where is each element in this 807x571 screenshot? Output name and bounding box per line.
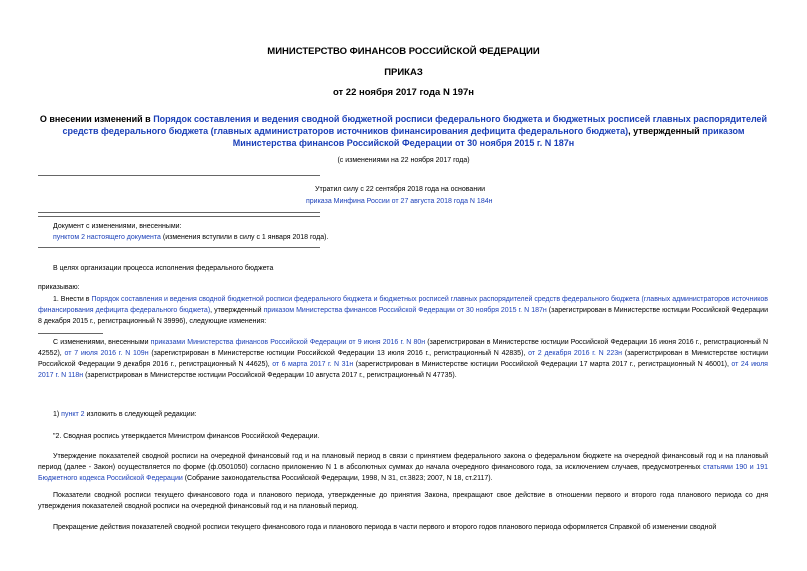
approval-paragraph <box>38 451 768 484</box>
intro-paragraph: В целях организации процесса исполнения федерального бюджета <box>53 265 274 272</box>
title-link-procedure-cont[interactable]: средств федерального бюджета (главных администраторов источников финансирования дефицита федерального бюджета) <box>62 126 629 136</box>
amendments-link[interactable]: пунктом 2 настоящего документа <box>53 234 161 241</box>
approval-text: Утверждение показателей сводной росписи на очередной финансовый год и на плановый период в связи с принятием федерального закона о федеральном бюджете на очередной финансовый год и на плановый период (далее - Закон) осуществляется по форме (ф.0501050) согласно приложению N 1 в абсолютных суммах до начала очередного финансового года, за исключением случаев, предусмотренных <box>38 453 768 471</box>
title-link-procedure[interactable]: Порядок составления и ведения сводной бюджетной росписи федерального бюджета и бюджетных росписей главных распорядителей <box>153 114 768 124</box>
subitem-1 <box>53 410 197 420</box>
document-title-line3 <box>0 137 807 149</box>
divider <box>38 212 320 213</box>
order-word: приказываю: <box>38 284 80 291</box>
termination-paragraph: Прекращение действия показателей сводной росписи текущего финансового года и планового периода в части первого и второго годов планового периода оформляется Справкой об изменении сводной <box>53 524 717 531</box>
subitem-1-text: 1) <box>53 411 62 418</box>
quote-paragraph: "2. Сводная роспись утверждается Министром финансов Российской Федерации. <box>53 433 320 440</box>
footnote <box>38 337 768 381</box>
ministry-name: МИНИСТЕРСТВО ФИНАНСОВ РОССИЙСКОЙ ФЕДЕРАЦИИ <box>267 46 540 57</box>
budget-code-link[interactable]: статьями 190 и 191 Бюджетного кодекса Российской Федерации <box>38 464 768 482</box>
footnote-link-109n[interactable]: от 7 июля 2016 г. N 109н <box>64 350 149 357</box>
title-link-order-cont[interactable]: Министерства финансов Российской Федерации от 30 ноября 2015 г. N 187н <box>232 138 575 148</box>
order-type: ПРИКАЗ <box>384 67 423 78</box>
document-title-line2 <box>0 125 807 137</box>
amendments-rest: (изменения вступили в силу с 1 января 2018 года). <box>160 234 329 241</box>
divider <box>38 216 320 217</box>
order-date: от 22 ноября 2017 года N 197н <box>332 87 475 98</box>
item-1 <box>38 294 768 327</box>
footnote-text: (зарегистрирован в Министерстве юстиции Российской Федерации 16 июня 2016 г., регистрационный N 42552), <box>38 339 769 357</box>
amendments-label: Документ с изменениями, внесенными: <box>53 223 182 230</box>
item-1-text: , следующие изменения: <box>185 318 267 325</box>
item-1-link-procedure[interactable]: Порядок составления и ведения сводной бюджетной росписи федерального бюджета и бюджетных росписей главных распорядителей средств федерального бюджета (главных администраторов источников финансирования дефицита федерального бюджета) <box>38 296 769 314</box>
item-1-link-order[interactable]: приказом Министерства финансов Российской Федерации от 30 ноября 2015 г. N 187н <box>263 307 547 314</box>
item-1-text: (зарегистрирован в Министерстве юстиции Российской Федерации 8 декабря 2015 г., регистрационный N 39996) <box>38 307 768 325</box>
footnote-link-31n[interactable]: от 6 марта 2017 г. N 31н <box>272 361 354 368</box>
document-title <box>0 113 807 125</box>
footnote-link-80n[interactable]: приказами Министерства финансов Российской Федерации от 9 июня 2016 г. N 80н <box>150 339 426 346</box>
footnote-text: (зарегистрирован в Министерстве юстиции Российской Федерации 13 июля 2016 г., регистрационный N 42835), <box>148 350 529 357</box>
title-approved: , утвержденный <box>628 126 703 136</box>
footnote-text: (зарегистрирован в Министерстве юстиции Российской Федерации 9 декабря 2016 г., регистрационный N 44625), <box>38 350 768 368</box>
amendments-line <box>53 233 328 243</box>
subitem-1-link[interactable]: пункт 2 <box>61 411 85 418</box>
subitem-1-text: изложить в следующей редакции: <box>84 411 197 418</box>
footnote-text: (зарегистрирован в Министерстве юстиции Российской Федерации 17 марта 2017 г., регистрационный N 46001), <box>353 361 732 368</box>
footnote-link-118n[interactable]: от 24 июля 2017 г. N 118н <box>38 361 768 379</box>
title-link-order[interactable]: приказом <box>702 126 745 136</box>
indicators-paragraph: Показатели сводной росписи текущего финансового года и планового периода, утвержденные до принятия Закона, прекращают свое действие в отношении первого и второго года планового периода со дня утверждения показателей сводной росписи на очередной финансовый год и на плановый период. <box>38 492 768 510</box>
footnote-text: С изменениями, внесенными <box>53 339 151 346</box>
divider <box>38 175 320 176</box>
approval-text: (Собрание законодательства Российской Федерации, 1998, N 31, ст.3823; 2007, N 18, ст.2117). <box>182 475 493 482</box>
item-1-text: , утвержденный <box>210 307 264 314</box>
validity-text: Утратил силу с 22 сентября 2018 года на основании <box>315 186 486 193</box>
divider <box>38 247 320 248</box>
item-1-text: 1. Внести в <box>53 296 92 303</box>
validity-link[interactable]: приказа Минфина России от 27 августа 2018 года N 184н <box>306 198 493 205</box>
revision-note: (с изменениями на 22 ноября 2017 года) <box>337 157 470 164</box>
footnote-link-223n[interactable]: от 2 декабря 2016 г. N 223н <box>528 350 622 357</box>
footnote-text: (зарегистрирован в Министерстве юстиции Российской Федерации 10 августа 2017 г., регистрационный N 47735). <box>83 372 457 379</box>
title-prefix: О внесении изменений в <box>39 114 154 124</box>
footnote-divider <box>38 333 103 334</box>
